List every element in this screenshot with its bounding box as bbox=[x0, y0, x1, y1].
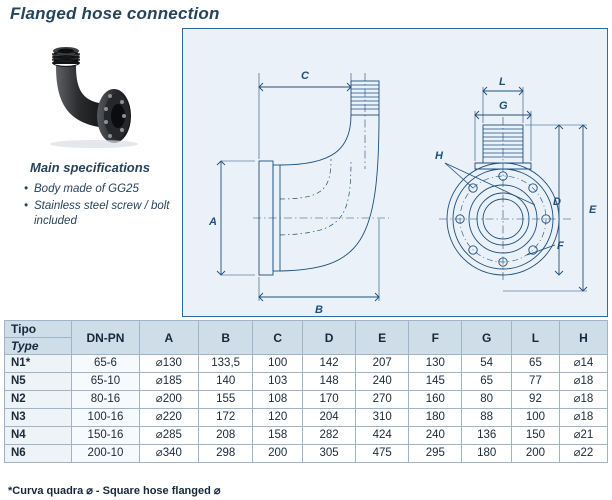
cell-a: ⌀200 bbox=[139, 391, 198, 409]
cell-type: N1* bbox=[5, 355, 72, 373]
cell-type: N2 bbox=[5, 391, 72, 409]
table-footnote: *Curva quadra ⌀ - Square hose flanged ⌀ bbox=[8, 485, 221, 497]
cell-f: 130 bbox=[409, 355, 462, 373]
cell-l: 150 bbox=[512, 427, 560, 445]
col-header-f: F bbox=[409, 321, 462, 355]
table-row bbox=[5, 409, 608, 427]
cell-type: N3 bbox=[5, 409, 72, 427]
col-header-a: A bbox=[139, 321, 198, 355]
col-header-l: L bbox=[512, 321, 560, 355]
col-header-b: B bbox=[198, 321, 252, 355]
cell-l: 65 bbox=[512, 355, 560, 373]
table-header-row-it bbox=[5, 321, 608, 338]
cell-e: 424 bbox=[356, 427, 409, 445]
cell-h: ⌀18 bbox=[559, 391, 607, 409]
cell-c: 108 bbox=[253, 391, 303, 409]
specs-title: Main specifications bbox=[30, 160, 150, 175]
cell-a: ⌀185 bbox=[139, 373, 198, 391]
cell-e: 207 bbox=[356, 355, 409, 373]
specifications-table bbox=[4, 320, 608, 463]
cell-g: 136 bbox=[462, 427, 512, 445]
table-row bbox=[5, 391, 608, 409]
cell-d: 282 bbox=[302, 427, 355, 445]
cell-dn-pn: 65-10 bbox=[72, 373, 140, 391]
cell-a: ⌀340 bbox=[139, 445, 198, 463]
cell-c: 158 bbox=[253, 427, 303, 445]
cell-a: ⌀130 bbox=[139, 355, 198, 373]
cell-e: 475 bbox=[356, 445, 409, 463]
cell-d: 142 bbox=[302, 355, 355, 373]
dim-label-a: A bbox=[209, 216, 217, 228]
dim-label-b: B bbox=[315, 304, 323, 314]
cell-b: 172 bbox=[198, 409, 252, 427]
col-header-dn-pn: DN-PN bbox=[72, 321, 140, 355]
dim-label-c: C bbox=[301, 70, 309, 82]
cell-c: 200 bbox=[253, 445, 303, 463]
cell-d: 170 bbox=[302, 391, 355, 409]
dim-label-g: G bbox=[499, 100, 508, 112]
cell-b: 140 bbox=[198, 373, 252, 391]
list-item: • Body made of GG25 bbox=[24, 182, 174, 197]
cell-l: 77 bbox=[512, 373, 560, 391]
cell-f: 180 bbox=[409, 409, 462, 427]
cell-h: ⌀18 bbox=[559, 373, 607, 391]
cell-e: 270 bbox=[356, 391, 409, 409]
page-title: Flanged hose connection bbox=[10, 4, 220, 23]
table-row bbox=[5, 445, 608, 463]
table-header bbox=[5, 321, 608, 355]
cell-type: N5 bbox=[5, 373, 72, 391]
cell-c: 120 bbox=[253, 409, 303, 427]
col-header-h: H bbox=[559, 321, 607, 355]
cell-g: 180 bbox=[462, 445, 512, 463]
left-column bbox=[8, 32, 176, 304]
cell-g: 54 bbox=[462, 355, 512, 373]
cell-b: 155 bbox=[198, 391, 252, 409]
cell-c: 100 bbox=[253, 355, 303, 373]
dim-label-l: L bbox=[499, 76, 506, 88]
dim-label-e: E bbox=[589, 204, 597, 216]
dim-label-d: D bbox=[553, 196, 561, 208]
cell-l: 92 bbox=[512, 391, 560, 409]
cell-f: 295 bbox=[409, 445, 462, 463]
cell-dn-pn: 80-16 bbox=[72, 391, 140, 409]
cell-f: 160 bbox=[409, 391, 462, 409]
cell-h: ⌀14 bbox=[559, 355, 607, 373]
cell-dn-pn: 200-10 bbox=[72, 445, 140, 463]
cell-e: 310 bbox=[356, 409, 409, 427]
col-header-d: D bbox=[302, 321, 355, 355]
cell-g: 65 bbox=[462, 373, 512, 391]
col-header-g: G bbox=[462, 321, 512, 355]
cell-c: 103 bbox=[253, 373, 303, 391]
cell-g: 88 bbox=[462, 409, 512, 427]
specifications-table-wrap bbox=[4, 320, 608, 463]
cell-a: ⌀285 bbox=[139, 427, 198, 445]
col-header-type: Type bbox=[5, 338, 72, 355]
technical-drawing bbox=[183, 29, 605, 314]
cell-dn-pn: 150-16 bbox=[72, 427, 140, 445]
table-row bbox=[5, 427, 608, 445]
cell-h: ⌀21 bbox=[559, 427, 607, 445]
list-item: • Stainless steel screw / bolt included bbox=[24, 199, 174, 229]
table-row bbox=[5, 373, 608, 391]
cell-a: ⌀220 bbox=[139, 409, 198, 427]
table-body bbox=[5, 355, 608, 463]
cell-l: 200 bbox=[512, 445, 560, 463]
technical-drawing-panel bbox=[182, 28, 608, 317]
cell-e: 240 bbox=[356, 373, 409, 391]
cell-g: 80 bbox=[462, 391, 512, 409]
dim-label-h: H bbox=[435, 150, 443, 162]
dim-label-f: F bbox=[557, 240, 564, 252]
cell-type: N6 bbox=[5, 445, 72, 463]
col-header-tipo: Tipo bbox=[5, 321, 72, 338]
cell-h: ⌀18 bbox=[559, 409, 607, 427]
cell-d: 204 bbox=[302, 409, 355, 427]
cell-d: 305 bbox=[302, 445, 355, 463]
cell-h: ⌀22 bbox=[559, 445, 607, 463]
cell-l: 100 bbox=[512, 409, 560, 427]
cell-b: 133,5 bbox=[198, 355, 252, 373]
cell-type: N4 bbox=[5, 427, 72, 445]
cell-b: 208 bbox=[198, 427, 252, 445]
table-row bbox=[5, 355, 608, 373]
cell-f: 240 bbox=[409, 427, 462, 445]
product-photo bbox=[14, 32, 164, 152]
cell-dn-pn: 100-16 bbox=[72, 409, 140, 427]
col-header-e: E bbox=[356, 321, 409, 355]
col-header-c: C bbox=[253, 321, 303, 355]
cell-f: 145 bbox=[409, 373, 462, 391]
cell-d: 148 bbox=[302, 373, 355, 391]
cell-b: 298 bbox=[198, 445, 252, 463]
cell-dn-pn: 65-6 bbox=[72, 355, 140, 373]
specs-list bbox=[24, 182, 174, 231]
